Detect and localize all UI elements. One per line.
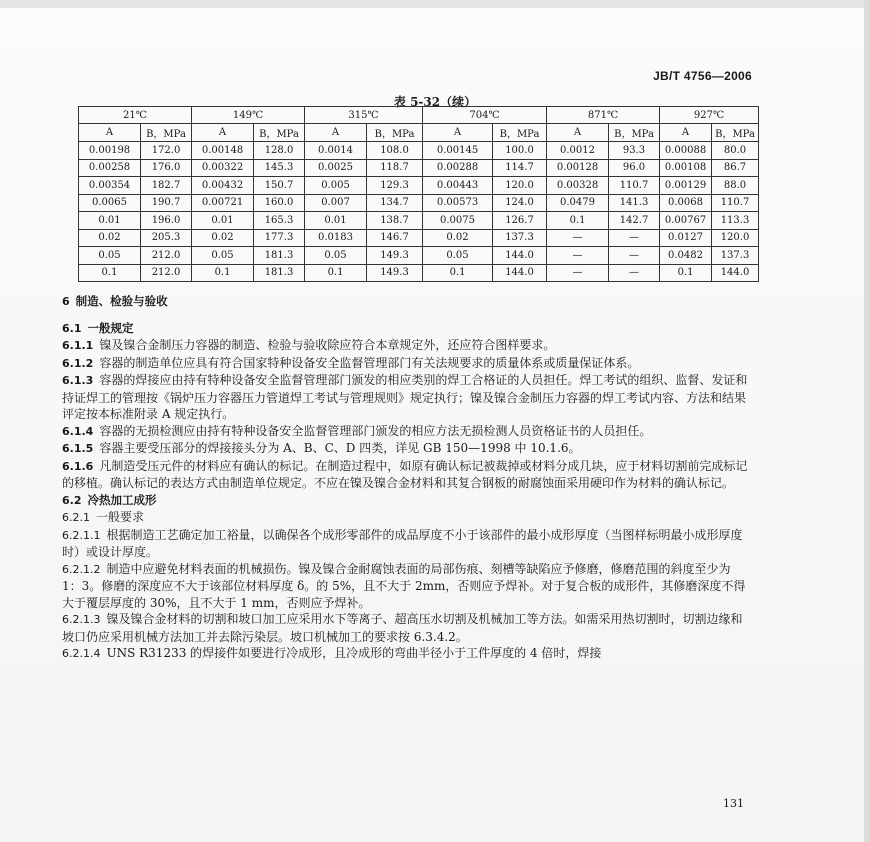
table-cell: 110.7 bbox=[609, 177, 660, 195]
section-heading-6: 6 制造、检验与验收 bbox=[62, 294, 168, 308]
table-cell: 137.3 bbox=[493, 229, 547, 247]
table-cell: 146.7 bbox=[367, 229, 423, 247]
table-title: 表 5-32（续） bbox=[393, 95, 477, 109]
table-cell: 0.0068 bbox=[660, 194, 712, 212]
section-heading-6-1: 6.1 一般规定 bbox=[62, 320, 134, 335]
temp-header: 149℃ bbox=[192, 107, 305, 124]
col-b-header: B，MPa bbox=[609, 124, 660, 142]
table-cell: 120.0 bbox=[712, 229, 759, 247]
table-cell: 0.00198 bbox=[79, 142, 141, 160]
temp-header: 21℃ bbox=[79, 107, 192, 124]
table-cell: 165.3 bbox=[254, 212, 305, 230]
table-cell: 181.3 bbox=[254, 264, 305, 282]
table-cell: 138.7 bbox=[367, 212, 423, 230]
table-cell: 144.0 bbox=[712, 264, 759, 282]
table-cell: 0.02 bbox=[192, 229, 254, 247]
table-cell: 0.00322 bbox=[192, 159, 254, 177]
table-cell: 0.0479 bbox=[547, 194, 609, 212]
table-cell: 212.0 bbox=[141, 247, 192, 265]
clause-6-1-5: 6.1.5 容器主要受压部分的焊接接头分为 A、B、C、D 四类，详见 GB 150—1998 中 10.1.6。 bbox=[62, 441, 581, 455]
table-cell: 0.0012 bbox=[547, 142, 609, 160]
table-cell: 0.05 bbox=[423, 247, 493, 265]
page-number: 131 bbox=[723, 797, 744, 810]
table-cell: 0.1 bbox=[79, 264, 141, 282]
table-cell: 0.00432 bbox=[192, 177, 254, 195]
table-cell: 0.02 bbox=[423, 229, 493, 247]
table-cell: 134.7 bbox=[367, 194, 423, 212]
table-cell: 0.05 bbox=[192, 247, 254, 265]
table-cell: 172.0 bbox=[141, 142, 192, 160]
table-cell: 0.00129 bbox=[660, 177, 712, 195]
col-a-header: A bbox=[79, 124, 141, 142]
scan-edge-right bbox=[864, 0, 870, 842]
table-cell: 96.0 bbox=[609, 159, 660, 177]
column-header-row bbox=[79, 124, 759, 142]
col-a-header: A bbox=[547, 124, 609, 142]
table-cell: — bbox=[547, 247, 609, 265]
table-row bbox=[79, 159, 759, 177]
clause-6-1-2: 6.1.2 容器的制造单位应具有符合国家特种设备安全监督管理部门有关法规要求的质量体系或质量保证体系。 bbox=[62, 355, 640, 370]
table-cell: 0.00128 bbox=[547, 159, 609, 177]
table-cell: 205.3 bbox=[141, 229, 192, 247]
table-cell: 80.0 bbox=[712, 142, 759, 160]
clause-6-2-1-1: 6.2.1.1 根据制造工艺确定加工裕量，以确保各个成形零部件的成品厚度不小于该部件的最小成形厚度（当图样标明最小成形厚度时）或设计厚度。 bbox=[62, 527, 743, 559]
clause-6-2-1-4: 6.2.1.4 UNS R31233 的焊接件如要进行冷成形，且冷成形的弯曲半径小于工件厚度的 4 倍时，焊接 bbox=[62, 646, 602, 660]
table-cell: 196.0 bbox=[141, 212, 192, 230]
table-cell: 0.00443 bbox=[423, 177, 493, 195]
table-cell: 145.3 bbox=[254, 159, 305, 177]
table-cell: 0.005 bbox=[305, 177, 367, 195]
table-cell: — bbox=[609, 264, 660, 282]
clause-6-1-6: 6.1.6 凡制造受压元件的材料应有确认的标记。在制造过程中，如原有确认标记被裁掉或材料分成几块，应于材料切割前完成标记的移植。确认标记的表达方式由制造单位规定。不应在镍及镍合金材料和其复合钢板的耐腐蚀面采用硬印作为材料的确认标记。 bbox=[62, 458, 748, 490]
table-cell: 176.0 bbox=[141, 159, 192, 177]
table-cell: 110.7 bbox=[712, 194, 759, 212]
table-cell: 0.1 bbox=[192, 264, 254, 282]
table-cell: 0.1 bbox=[305, 264, 367, 282]
col-a-header: A bbox=[423, 124, 493, 142]
table-cell: 0.0014 bbox=[305, 142, 367, 160]
table-cell: 0.0482 bbox=[660, 247, 712, 265]
table-cell: 113.3 bbox=[712, 212, 759, 230]
table-cell: 100.0 bbox=[493, 142, 547, 160]
table-cell: 0.00328 bbox=[547, 177, 609, 195]
clause-6-1-4: 6.1.4 容器的无损检测应由持有特种设备安全监督管理部门颁发的相应方法无损检测人员资格证书的人员担任。 bbox=[62, 423, 652, 438]
table-cell: 0.0065 bbox=[79, 194, 141, 212]
table-cell: 182.7 bbox=[141, 177, 192, 195]
col-b-header: B，MPa bbox=[367, 124, 423, 142]
table-cell: 88.0 bbox=[712, 177, 759, 195]
table-row bbox=[79, 212, 759, 230]
col-a-header: A bbox=[660, 124, 712, 142]
table-cell: 93.3 bbox=[609, 142, 660, 160]
table-cell: 0.05 bbox=[305, 247, 367, 265]
table-cell: 212.0 bbox=[141, 264, 192, 282]
table-cell: 0.007 bbox=[305, 194, 367, 212]
table-cell: 0.02 bbox=[79, 229, 141, 247]
temperature-header-row bbox=[79, 107, 759, 124]
temp-header: 927℃ bbox=[660, 107, 759, 124]
table-cell: 0.00354 bbox=[79, 177, 141, 195]
table-cell: 142.7 bbox=[609, 212, 660, 230]
table-cell: 118.7 bbox=[367, 159, 423, 177]
scan-edge-top bbox=[0, 0, 870, 8]
table-cell: 0.05 bbox=[79, 247, 141, 265]
table-cell: 0.00767 bbox=[660, 212, 712, 230]
table-cell: 0.00258 bbox=[79, 159, 141, 177]
body-text bbox=[62, 293, 752, 663]
standard-number: JB/T 4756—2006 bbox=[653, 69, 752, 83]
clause-6-2-1-3: 6.2.1.3 镍及镍合金材料的切割和坡口加工应采用水下等离子、超高压水切割及机械加工等方法。如需采用热切割时，切割边缘和坡口仍应采用机械方法加工并去除污染层。坡口机械加工的要求按 6.3.4.2。 bbox=[62, 612, 743, 644]
table-cell: 126.7 bbox=[493, 212, 547, 230]
table-cell: 0.00288 bbox=[423, 159, 493, 177]
table-cell: 177.3 bbox=[254, 229, 305, 247]
table-cell: 141.3 bbox=[609, 194, 660, 212]
table-cell: 0.1 bbox=[423, 264, 493, 282]
temp-header: 871℃ bbox=[547, 107, 660, 124]
table-cell: 128.0 bbox=[254, 142, 305, 160]
clause-6-1-3: 6.1.3 容器的焊接应由持有特种设备安全监督管理部门颁发的相应类别的焊工合格证的人员担任。焊工考试的组织、监督、发证和持证焊工的管理按《锅炉压力容器压力管道焊工考试与管理规则》规定执行；镍及镍合金制压力容器的焊工考试内容、方法和结果评定按本标准附录 A 规定执行。 bbox=[62, 373, 748, 421]
table-cell: 0.0075 bbox=[423, 212, 493, 230]
table-cell: — bbox=[547, 264, 609, 282]
table-cell: 0.1 bbox=[547, 212, 609, 230]
table-cell: — bbox=[609, 247, 660, 265]
table-cell: 137.3 bbox=[712, 247, 759, 265]
table-row bbox=[79, 194, 759, 212]
table-cell: 0.00148 bbox=[192, 142, 254, 160]
table-cell: 0.00088 bbox=[660, 142, 712, 160]
section-heading-6-2: 6.2 冷热加工成形 bbox=[62, 492, 157, 507]
col-b-header: B，MPa bbox=[493, 124, 547, 142]
table-cell: 114.7 bbox=[493, 159, 547, 177]
table-cell: 0.01 bbox=[305, 212, 367, 230]
col-a-header: A bbox=[192, 124, 254, 142]
table-row bbox=[79, 142, 759, 160]
table-cell: 0.1 bbox=[660, 264, 712, 282]
table-cell: 0.0025 bbox=[305, 159, 367, 177]
table-row bbox=[79, 264, 759, 282]
table-body bbox=[79, 142, 759, 282]
table-cell: 0.00573 bbox=[423, 194, 493, 212]
table-cell: 0.00108 bbox=[660, 159, 712, 177]
table-cell: 0.01 bbox=[79, 212, 141, 230]
table-cell: — bbox=[609, 229, 660, 247]
table-cell: 160.0 bbox=[254, 194, 305, 212]
table-cell: 86.7 bbox=[712, 159, 759, 177]
temp-header: 704℃ bbox=[423, 107, 547, 124]
table-cell: 144.0 bbox=[493, 264, 547, 282]
table-row bbox=[79, 229, 759, 247]
table-cell: 0.00721 bbox=[192, 194, 254, 212]
table-cell: 149.3 bbox=[367, 264, 423, 282]
clause-6-2-1-2: 6.2.1.2 制造中应避免材料表面的机械损伤。镍及镍合金耐腐蚀表面的局部伤痕、刻槽等缺陷应予修磨，修磨范围的斜度至少为 1：3。修磨的深度应不大于该部位材料厚度 δ。的 5%，且不大于 2mm，否则应予焊补。对于复合板的成形件，其修磨深度不得大于覆层厚度的 30%，且不大于 1 mm，否则应予焊补。 bbox=[62, 561, 746, 610]
table-row bbox=[79, 247, 759, 265]
table-cell: 0.0127 bbox=[660, 229, 712, 247]
col-a-header: A bbox=[305, 124, 367, 142]
table-row bbox=[79, 177, 759, 195]
col-b-header: B，MPa bbox=[712, 124, 759, 142]
temp-header: 315℃ bbox=[305, 107, 423, 124]
coefficient-table bbox=[78, 106, 759, 282]
table-cell: 0.01 bbox=[192, 212, 254, 230]
table-cell: 108.0 bbox=[367, 142, 423, 160]
table-cell: 150.7 bbox=[254, 177, 305, 195]
table-cell: 0.00145 bbox=[423, 142, 493, 160]
table-cell: — bbox=[547, 229, 609, 247]
col-b-header: B，MPa bbox=[141, 124, 192, 142]
table-cell: 120.0 bbox=[493, 177, 547, 195]
table-cell: 144.0 bbox=[493, 247, 547, 265]
table-cell: 129.3 bbox=[367, 177, 423, 195]
clause-6-2-1: 6.2.1 一般要求 bbox=[62, 510, 145, 524]
table-cell: 124.0 bbox=[493, 194, 547, 212]
table-cell: 181.3 bbox=[254, 247, 305, 265]
col-b-header: B，MPa bbox=[254, 124, 305, 142]
table-cell: 190.7 bbox=[141, 194, 192, 212]
table-cell: 0.0183 bbox=[305, 229, 367, 247]
table-cell: 149.3 bbox=[367, 247, 423, 265]
clause-6-1-1: 6.1.1 镍及镍合金制压力容器的制造、检验与验收除应符合本章规定外，还应符合图样要求。 bbox=[62, 338, 556, 352]
